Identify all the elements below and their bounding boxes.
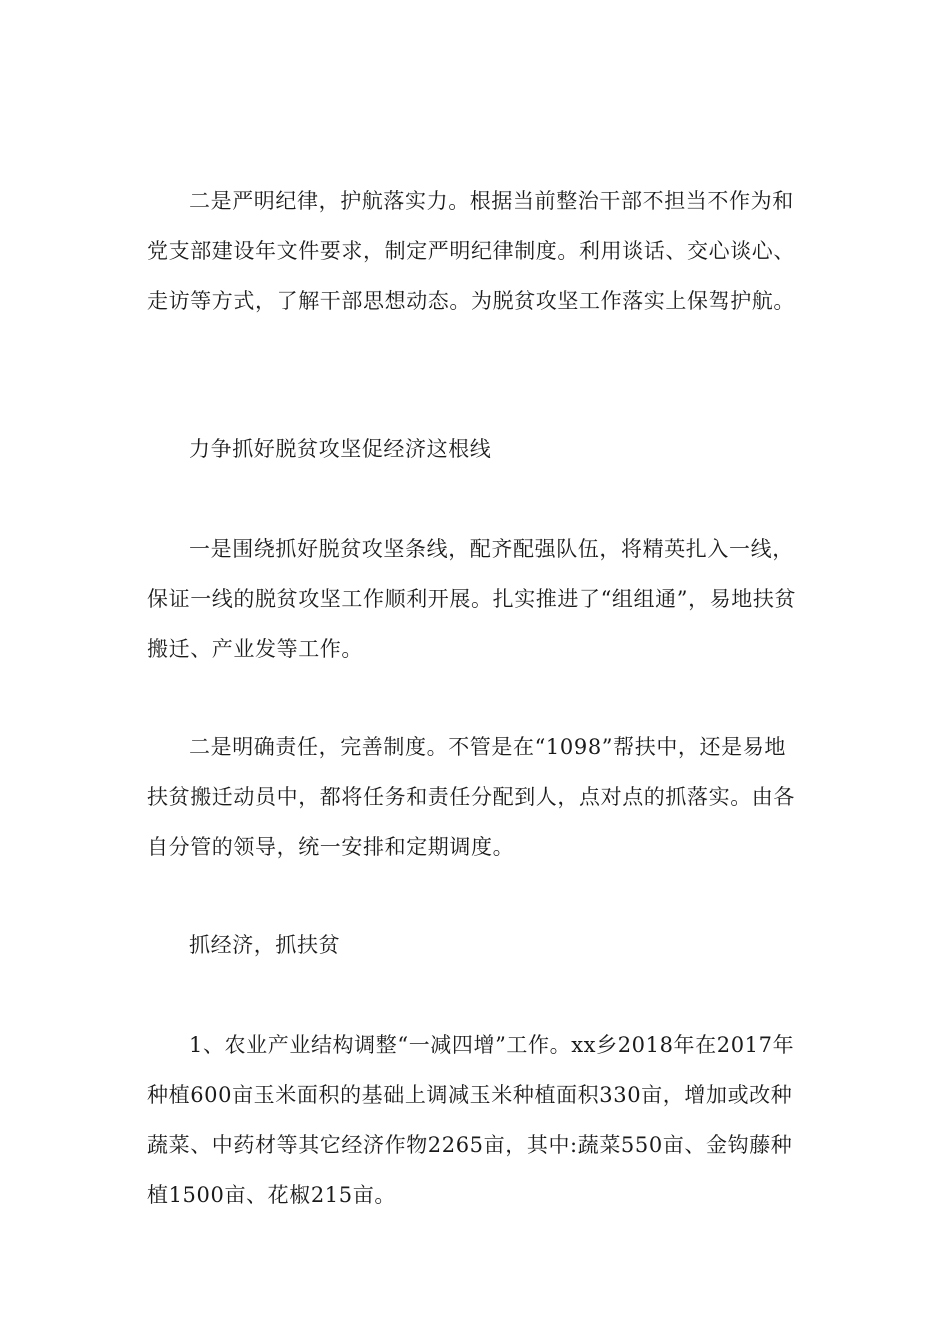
paragraph-frontline-team: 一是围绕抓好脱贫攻坚条线，配齐配强队伍，将精英扎入一线，保证一线的脱贫攻坚工作顺利开展。扎实推进了“组组通”，易地扶贫搬迁、产业发等工作。: [147, 537, 797, 661]
section-heading-poverty-economy: 力争抓好脱贫攻坚促经济这根线: [189, 437, 492, 461]
paragraph-discipline: 二是严明纪律，护航落实力。根据当前整治干部不担当不作为和党支部建设年文件要求，制定严明纪律制度。利用谈话、交心谈心、走访等方式，了解干部思想动态。为脱贫攻坚工作落实上保驾护航。: [147, 189, 795, 313]
section-heading-economy-poverty: 抓经济，抓扶贫: [189, 933, 341, 957]
paragraph-responsibility: 二是明确责任，完善制度。不管是在“1098”帮扶中，还是易地扶贫搬迁动员中，都将任务和责任分配到人，点对点的抓落实。由各自分管的领导，统一安排和定期调度。: [147, 735, 795, 859]
paragraph-agriculture-adjustment: 1、农业产业结构调整“一减四增”工作。xx乡2018年在2017年种植600亩玉米面积的基础上调减玉米种植面积330亩，增加或改种蔬菜、中药材等其它经济作物2265亩，其中:蔬菜550亩、金钩藤种植1500亩、花椒215亩。: [147, 1033, 795, 1207]
